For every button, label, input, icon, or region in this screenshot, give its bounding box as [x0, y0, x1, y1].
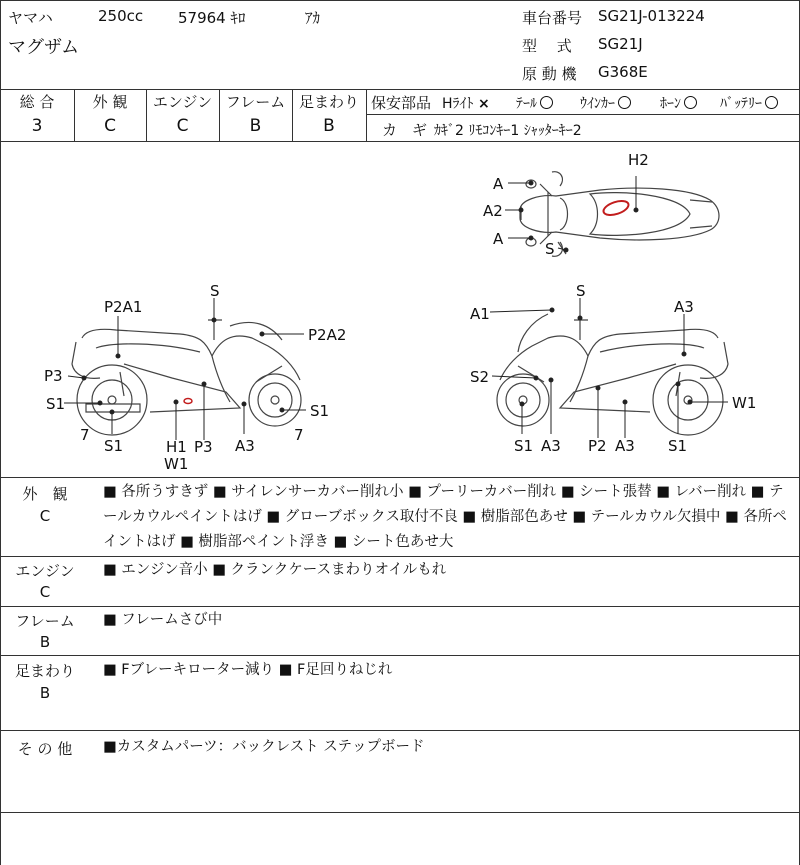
line-diagram-bottom	[0, 477, 800, 478]
section-suspension-title: 足まわり	[14, 662, 75, 680]
grade-engine: C	[176, 116, 189, 136]
label-top-a: A	[493, 230, 504, 248]
part-name: ｳｲﾝｶｰ	[580, 96, 615, 112]
label-left-a3: A3	[235, 437, 255, 455]
type-value: SG21J	[598, 35, 643, 53]
part-battery	[720, 93, 778, 113]
grade-exterior: C	[104, 116, 116, 136]
part-name: Hﾗｲﾄ	[442, 96, 474, 112]
line-sec1	[0, 556, 800, 557]
grade-header-suspension: 足まわり	[298, 93, 359, 111]
label-right-s: S	[576, 282, 586, 300]
label-left-p3: P3	[194, 438, 213, 456]
label-left-s1: S1	[46, 395, 66, 413]
section-suspension-notes: ■ Fブレーキローター減り ■ F足回りねじれ	[103, 662, 393, 678]
ok-circle-icon	[765, 96, 778, 109]
grade-header-exterior: 外 観	[92, 93, 128, 111]
part-horn	[660, 93, 697, 113]
engine-value: G368E	[598, 63, 648, 81]
label-left-7: 7	[80, 426, 90, 444]
part-mark: ×	[477, 96, 490, 112]
part-tail	[516, 93, 553, 113]
grade-frame: B	[249, 116, 262, 136]
line-sec2	[0, 606, 800, 607]
chassis-label: 車台番号	[522, 9, 583, 27]
grade-suspension: B	[323, 116, 335, 136]
part-name: ﾊﾞｯﾃﾘｰ	[720, 96, 762, 112]
label-top-a: A	[493, 175, 504, 193]
label-left-s1: S1	[310, 402, 330, 420]
displacement: 250cc	[98, 7, 144, 25]
part-name: ﾃｰﾙ	[516, 96, 537, 112]
section-frame-grade: B	[39, 633, 51, 651]
ok-circle-icon	[618, 96, 631, 109]
label-top-h2: H2	[628, 151, 649, 169]
label-right-a3: A3	[615, 437, 635, 455]
type-label: 型 式	[522, 37, 572, 55]
part-headlight	[442, 93, 490, 113]
label-right-p2: P2	[588, 437, 607, 455]
section-other-title: そ の 他	[17, 740, 73, 758]
label-left-p3: P3	[44, 367, 63, 385]
line-grades-top	[0, 89, 800, 90]
section-engine-title: エンジン	[15, 562, 75, 580]
grade-header-overall: 総 合	[19, 93, 55, 111]
section-exterior-notes: ■ 各所うすきず ■ サイレンサーカバー削れ小 ■ プーリーカバー削れ ■ シート張替 ■ レバー削れ ■ テールカウルペイントはげ ■ グローブボックス取付不良 ■ 樹脂部色あせ ■ テールカウル欠損中 ■ 各所ペイントはげ ■ 樹脂部ペイント浮き ■ シート色あせ大	[103, 484, 787, 550]
section-engine-grade: C	[39, 583, 51, 601]
left-side-scooter	[72, 320, 301, 435]
mileage: 57964 ｷﾛ	[178, 9, 246, 27]
label-left-p2a1: P2A1	[104, 298, 143, 316]
line-sec3	[0, 655, 800, 656]
label-top-s: S	[545, 240, 555, 258]
section-other-notes: ■カスタムパーツ：バックレスト ステップボード	[103, 739, 425, 755]
label-left-s1: S1	[104, 437, 124, 455]
label-right-w1: W1	[732, 394, 757, 412]
border-top	[0, 0, 800, 1]
label-right-a3: A3	[541, 437, 561, 455]
label-right-a1: A1	[470, 305, 490, 323]
part-name: ﾎｰﾝ	[660, 96, 681, 112]
parts-label: 保安部品	[371, 94, 432, 112]
body-color: ｱｶ	[305, 9, 321, 27]
line-sec4	[0, 730, 800, 731]
line-grade-5	[366, 89, 367, 141]
key-label: カ ギ	[382, 121, 428, 139]
section-exterior-title: 外 観	[22, 485, 68, 503]
chassis-number: SG21J-013224	[598, 7, 705, 25]
right-side-scooter	[497, 314, 728, 435]
seat-damage-mark	[602, 198, 630, 217]
lower-damage-mark	[184, 399, 192, 404]
label-left-h1: H1	[166, 438, 187, 456]
line-parts-mid	[366, 114, 800, 115]
label-right-a3: A3	[674, 298, 694, 316]
maker-name: ヤマハ	[8, 9, 53, 27]
label-right-s2: S2	[470, 368, 490, 386]
section-exterior-grade: C	[39, 507, 51, 525]
label-left-7: 7	[294, 426, 304, 444]
grade-header-engine: エンジン	[152, 93, 213, 111]
section-suspension-grade: B	[39, 684, 51, 702]
part-winker	[580, 93, 631, 113]
label-left-s: S	[210, 282, 220, 300]
label-right-s1: S1	[514, 437, 534, 455]
line-sec5	[0, 812, 800, 813]
label-left-p2a2: P2A2	[308, 326, 347, 344]
key-value: ｶｷﾞ2 ﾘﾓｺﾝｷｰ1 ｼｬｯﾀｰｷｰ2	[434, 123, 582, 139]
section-frame-title: フレーム	[15, 612, 75, 630]
grade-header-frame: フレーム	[225, 93, 286, 111]
ok-circle-icon	[684, 96, 697, 109]
label-right-s1: S1	[668, 437, 688, 455]
label-top-a2: A2	[483, 202, 503, 220]
section-frame-notes: ■ フレームさび中	[103, 612, 223, 628]
label-left-w1: W1	[164, 455, 189, 473]
grade-overall: 3	[31, 116, 43, 136]
engine-label: 原 動 機	[522, 65, 577, 83]
ok-circle-icon	[540, 96, 553, 109]
section-engine-notes: ■ エンジン音小 ■ クランクケースまわりオイルもれ	[103, 562, 447, 578]
model-name: マグザム	[8, 37, 80, 58]
